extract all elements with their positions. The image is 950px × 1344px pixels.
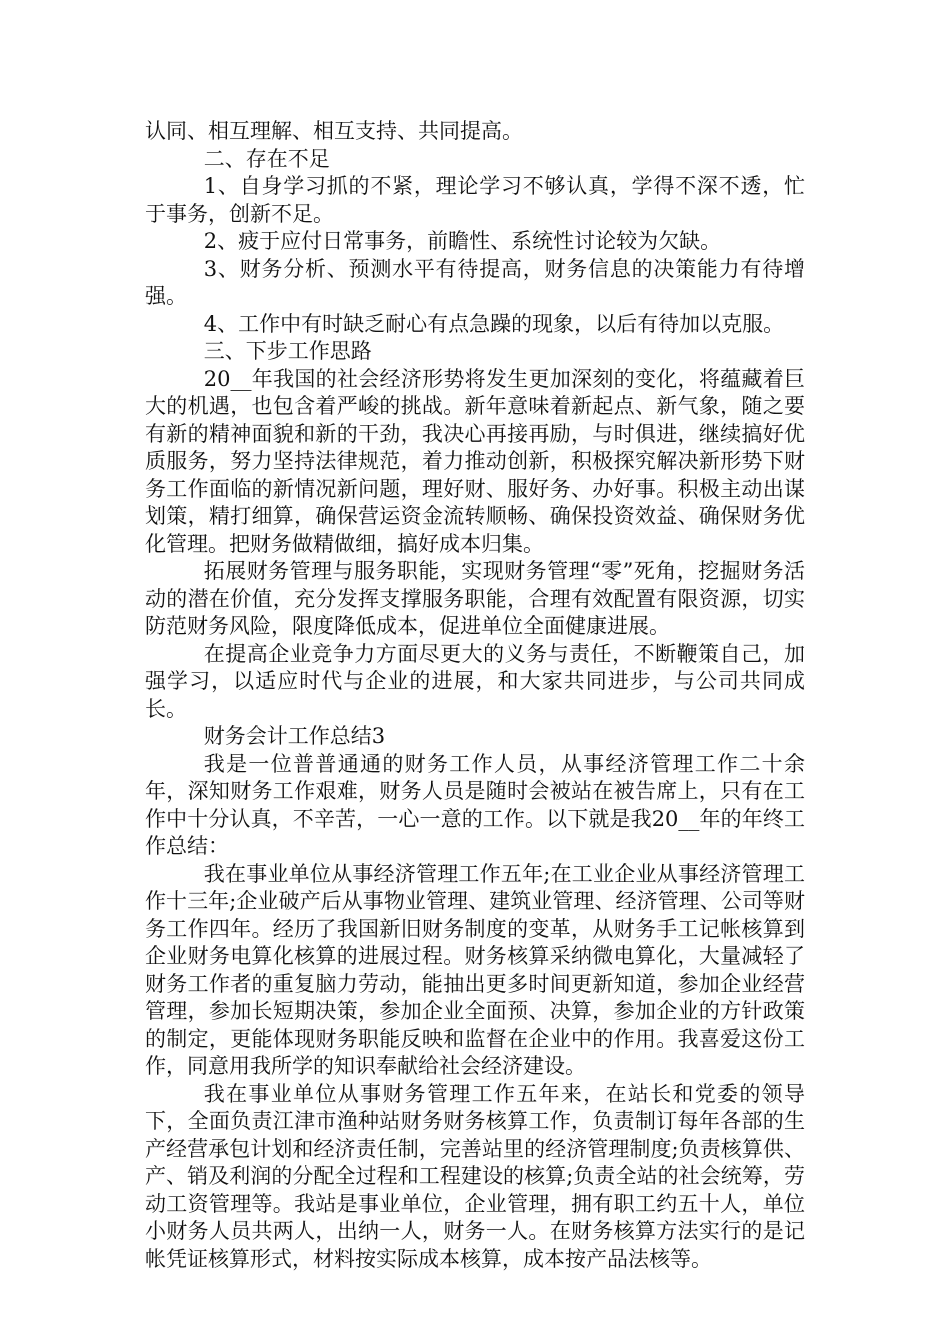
- paragraph-experience: 我在事业单位从事经济管理工作五年;在工业企业从事经济管理工作十三年;企业破产后从事物业管理、建筑业管理、经济管理、公司等财务工作四年。经历了我国新旧财务制度的变革，从财务手工记帐核算到企业财务电算化核算的进展过程。财务核算采纳微电算化，大量减轻了财务工作者的重复脑力劳动，能抽出更多时间更新知道，参加企业经营管理，参加长短期决策，参加企业全面预、决算，参加企业的方针政策的制定，更能体现财务职能反映和监督在企业中的作用。我喜爱这份工作，同意用我所学的知识奉献给社会经济建设。: [145, 861, 805, 1078]
- paragraph-responsibility: 在提高企业竞争力方面尽更大的义务与责任，不断鞭策自己，加强学习，以适应时代与企业的进展，和大家共同进步，与公司共同成长。: [145, 641, 805, 721]
- list-item-2: 2、疲于应付日常事务，前瞻性、系统性讨论较为欠缺。: [203, 229, 722, 253]
- paragraph-continuation: 认同、相互理解、相互支持、共同提高。: [145, 119, 523, 143]
- section-title-summary-3: 财务会计工作总结3: [203, 724, 386, 748]
- section-heading-shortcomings: 二、存在不足: [203, 146, 330, 171]
- paragraph-duties: 我在事业单位从事财务管理工作五年来，在站长和党委的领导下，全面负责江津市渔种站财务财务核算工作，负责制订每年各部的生产经营承包计划和经济责任制，完善站里的经济管理制度;负责核算供、产、销及利润的分配全过程和工程建设的核算;负责全站的社会统筹，劳动工资管理等。我站是事业单位，企业管理，拥有职工约五十人，单位小财务人员共两人，出纳一人，财务一人。在财务核算方法实行的是记帐凭证核算形式，材料按实际成本核算，成本按产品法核等。: [145, 1081, 805, 1271]
- document-body: [145, 118, 805, 1273]
- list-item-3: 3、财务分析、预测水平有待提高，财务信息的决策能力有待增强。: [145, 256, 805, 308]
- paragraph-intro: 我是一位普普通通的财务工作人员，从事经济管理工作二十余年，深知财务工作艰难，财务人员是随时会被站在被告席上，只有在工作中十分认真，不辛苦，一心一意的工作。以下就是我20__年的年终工作总结：: [145, 751, 805, 858]
- list-item-1: 1、自身学习抓的不紧，理论学习不够认真，学得不深不透，忙于事务，创新不足。: [145, 174, 805, 226]
- paragraph-outlook: 20__年我国的社会经济形势将发生更加深刻的变化，将蕴藏着巨大的机遇，也包含着严峻的挑战。新年意味着新起点、新气象，随之要有新的精神面貌和新的干劲，我决心再接再励，与时俱进，继续搞好优质服务，努力坚持法律规范，着力推动创新，积极探究解决新形势下财务工作面临的新情况新问题，理好财、服好务、办好事。积极主动出谋划策，精打细算，确保营运资金流转顺畅、确保投资效益、确保财务优化管理。把财务做精做细，搞好成本归集。: [145, 366, 805, 556]
- section-heading-next-steps: 三、下步工作思路: [203, 339, 372, 363]
- paragraph-expand-functions: 拓展财务管理与服务职能，实现财务管理“零”死角，挖掘财务活动的潜在价值，充分发挥支撑服务职能，合理有效配置有限资源，切实防范财务风险，限度降低成本，促进单位全面健康进展。: [145, 559, 805, 638]
- list-item-4: 4、工作中有时缺乏耐心有点急躁的现象，以后有待加以克服。: [203, 311, 785, 336]
